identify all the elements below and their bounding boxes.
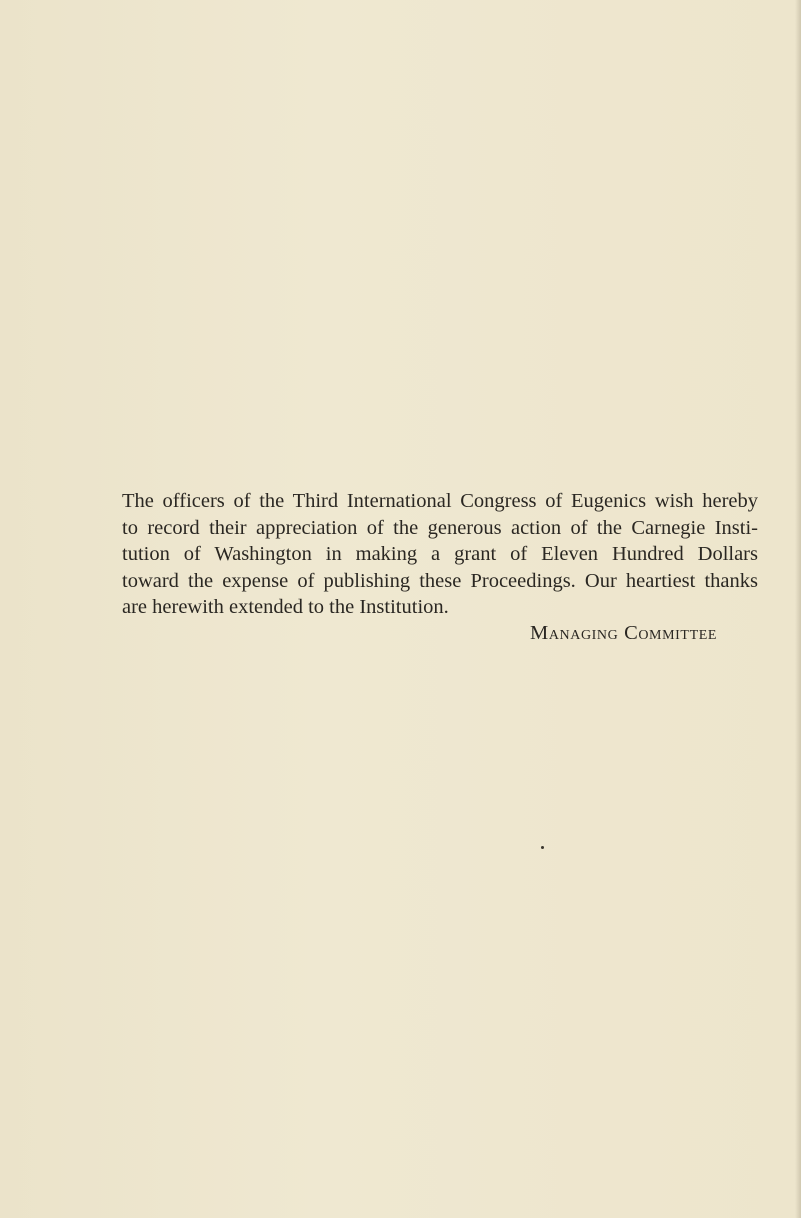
paragraph-line: The officers of the Third International Congress of Eugenics wish hereby bbox=[122, 490, 758, 512]
paragraph-line: toward the expense of publishing these Proceedings. Our heartiest thanks bbox=[122, 569, 758, 592]
paper-speck bbox=[541, 846, 544, 849]
paragraph-line: are herewith extended to the Institution. bbox=[122, 596, 449, 618]
signature-managing-committee: Managing Committee bbox=[530, 622, 718, 644]
paragraph-line: tution of Washington in making a grant of Eleven Hundred Dollars bbox=[122, 543, 758, 565]
paragraph-line: to record their appreciation of the generous action of the Carnegie Insti- bbox=[122, 516, 758, 539]
page-edge-shadow bbox=[795, 0, 801, 1218]
acknowledgment-paragraph bbox=[122, 488, 758, 621]
